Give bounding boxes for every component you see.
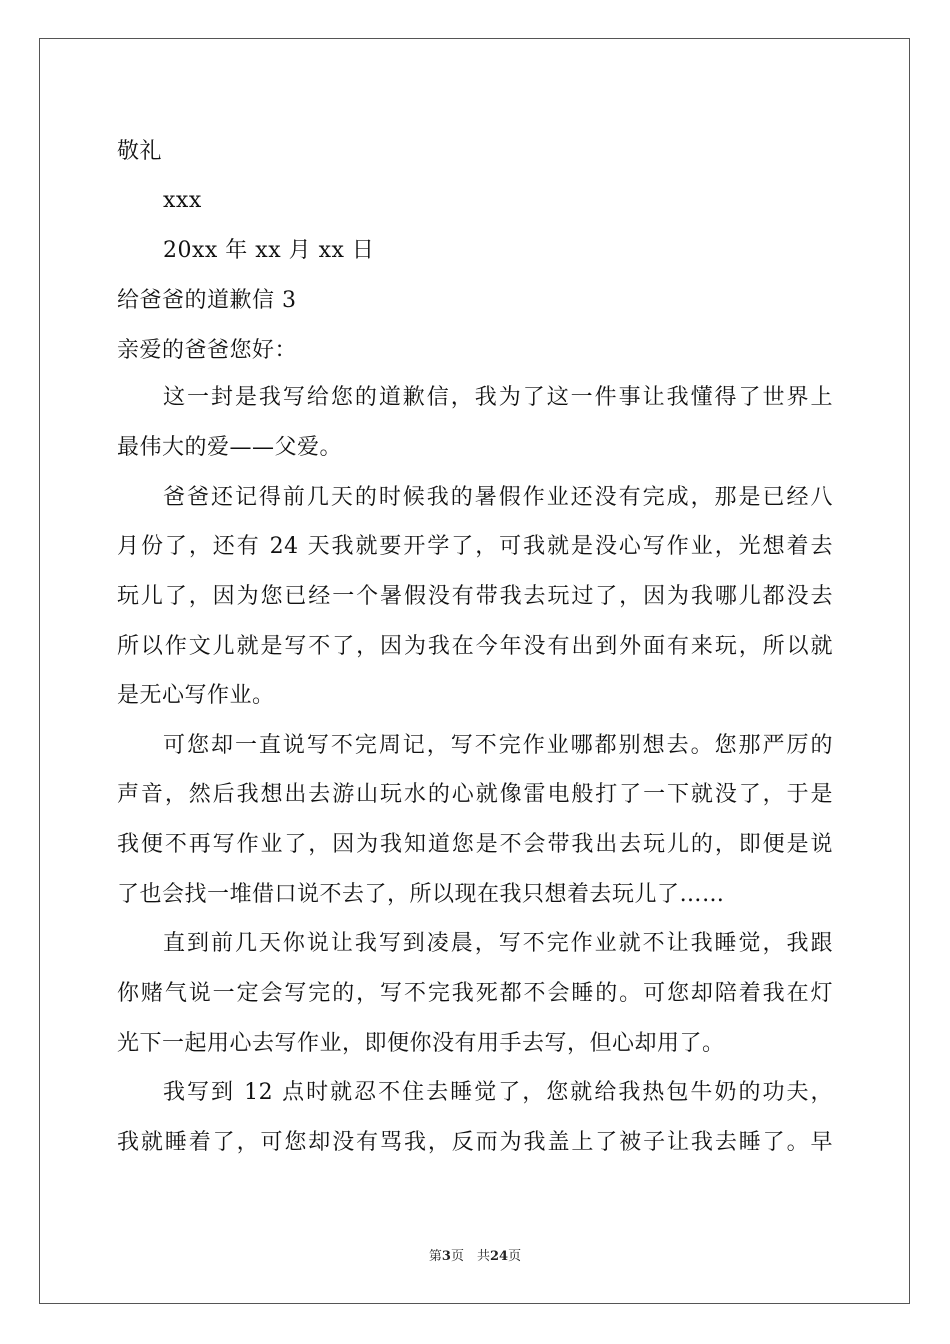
- body-line: 玩儿了，因为您已经一个暑假没有带我去玩过了，因为我哪儿都没去: [117, 584, 833, 609]
- body-line: 光下一起用心去写作业，即便你没有用手去写，但心却用了。: [117, 1031, 725, 1056]
- body-line: 我就睡着了，可您却没有骂我，反而为我盖上了被子让我去睡了。早: [117, 1130, 833, 1155]
- page-mid: 页 共: [450, 1249, 490, 1264]
- letter-title: 给爸爸的道歉信 3: [117, 288, 297, 313]
- body-line: 月份了，还有 24 天我就要开学了，可我就是没心写作业，光想着去: [117, 534, 833, 559]
- body-line: 是无心写作业。: [117, 683, 275, 708]
- page-footer: [0, 1248, 950, 1266]
- body-line: 我便不再写作业了，因为我知道您是不会带我出去玩儿的，即便是说: [117, 832, 833, 857]
- body-line: 所以作文儿就是写不了，因为我在今年没有出到外面有来玩，所以就: [117, 634, 833, 659]
- body-line: 爸爸还记得前几天的时候我的暑假作业还没有完成，那是已经八: [163, 485, 833, 510]
- letter-signature: xxx: [163, 188, 202, 213]
- body-line: 这一封是我写给您的道歉信，我为了这一件事让我懂得了世界上: [163, 385, 833, 410]
- page-frame: [39, 38, 910, 1304]
- body-line: 声音，然后我想出去游山玩水的心就像雷电般打了一下就没了，于是: [117, 782, 833, 807]
- body-line: 可您却一直说写不完周记，写不完作业哪都别想去。您那严厉的: [163, 733, 833, 758]
- page-prefix: 第: [428, 1249, 442, 1264]
- body-line: 直到前几天你说让我写到凌晨，写不完作业就不让我睡觉，我跟: [163, 931, 833, 956]
- letter-closing: 敬礼: [117, 139, 163, 164]
- letter-date: 20xx 年 xx 月 xx 日: [163, 238, 375, 263]
- page-current: 3: [441, 1249, 451, 1264]
- body-line: 我写到 12 点时就忍不住去睡觉了，您就给我热包牛奶的功夫，: [163, 1080, 833, 1105]
- body-line: 了也会找一堆借口说不去了，所以现在我只想着去玩儿了……: [117, 882, 725, 907]
- body-line: 最伟大的爱——父爱。: [117, 435, 343, 460]
- page-suffix: 页: [508, 1249, 522, 1264]
- page-total: 24: [489, 1249, 509, 1264]
- letter-salutation: 亲爱的爸爸您好：: [117, 338, 298, 363]
- body-line: 你赌气说一定会写完的，写不完我死都不会睡的。可您却陪着我在灯: [117, 981, 833, 1006]
